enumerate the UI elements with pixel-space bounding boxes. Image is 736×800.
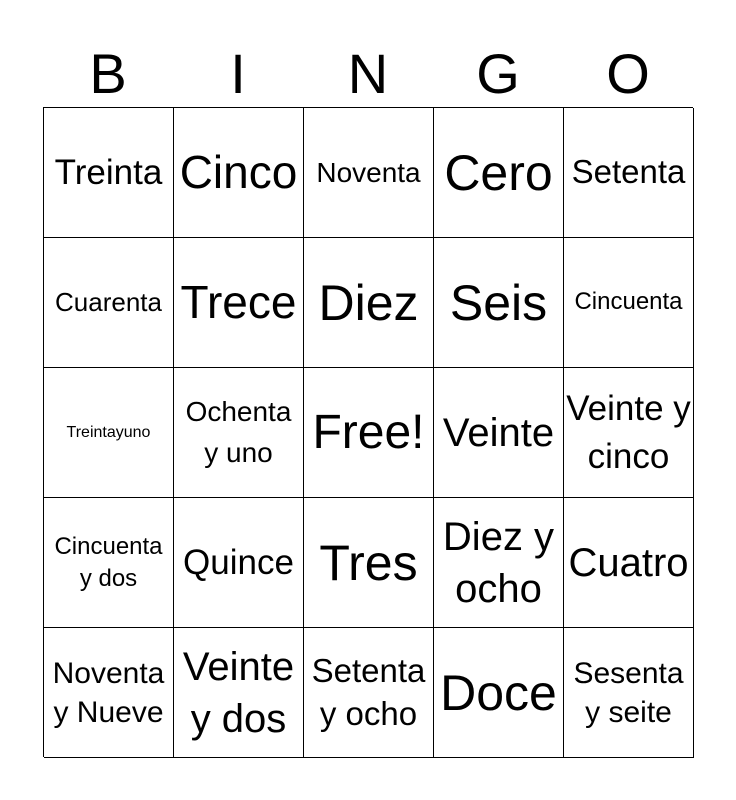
- cell-label: Ochenta y uno: [185, 395, 292, 468]
- cell-label: Treinta: [54, 152, 163, 192]
- bingo-cell[interactable]: [44, 368, 174, 498]
- bingo-card-grid: [43, 107, 693, 757]
- bingo-cell[interactable]: [44, 108, 174, 238]
- cell-label: Veinte y cinco: [566, 389, 691, 476]
- bingo-cell[interactable]: [434, 238, 564, 368]
- bingo-cell[interactable]: [174, 628, 304, 758]
- bingo-cell[interactable]: [564, 238, 694, 368]
- bingo-cell[interactable]: [304, 238, 434, 368]
- cell-label: Tres: [319, 534, 418, 591]
- bingo-cell[interactable]: [564, 368, 694, 498]
- bingo-cell[interactable]: [304, 108, 434, 238]
- cell-label: Setenta y ocho: [311, 651, 426, 732]
- cell-label: Cuatro: [568, 540, 689, 585]
- bingo-cell[interactable]: [434, 498, 564, 628]
- bingo-cell[interactable]: [174, 498, 304, 628]
- bingo-cell[interactable]: [564, 108, 694, 238]
- header-letter-n: N: [347, 42, 389, 105]
- bingo-cell[interactable]: [174, 368, 304, 498]
- cell-label: Sesenta y seite: [573, 656, 684, 729]
- bingo-cell[interactable]: [564, 498, 694, 628]
- bingo-cell[interactable]: [564, 628, 694, 758]
- cell-label: Noventa y Nueve: [52, 656, 165, 729]
- header-letter-i: I: [230, 42, 246, 105]
- bingo-cell[interactable]: [434, 368, 564, 498]
- cell-label: Free!: [312, 405, 425, 459]
- cell-label: Cincuenta y dos: [54, 533, 163, 592]
- cell-label: Veinte: [442, 410, 555, 455]
- header-letter-o: O: [606, 42, 650, 105]
- bingo-cell[interactable]: [174, 238, 304, 368]
- bingo-cell[interactable]: [304, 368, 434, 498]
- cell-label: Quince: [183, 542, 294, 582]
- header-letter-b: B: [89, 42, 127, 105]
- header-letter-g: G: [476, 42, 520, 105]
- cell-label: Diez: [318, 274, 419, 331]
- bingo-cell[interactable]: [304, 498, 434, 628]
- bingo-cell[interactable]: [434, 628, 564, 758]
- bingo-header: [43, 42, 693, 106]
- cell-label: Cinco: [179, 145, 298, 198]
- bingo-cell[interactable]: [44, 628, 174, 758]
- cell-label: Veinte y dos: [182, 644, 295, 741]
- bingo-cell[interactable]: [434, 108, 564, 238]
- cell-label: Doce: [440, 664, 557, 721]
- cell-label: Noventa: [316, 156, 421, 188]
- cell-label: Cero: [444, 144, 553, 201]
- cell-label: Treintayuno: [66, 423, 151, 441]
- bingo-cell[interactable]: [44, 238, 174, 368]
- bingo-cell[interactable]: [174, 108, 304, 238]
- bingo-cell[interactable]: [44, 498, 174, 628]
- cell-label: Setenta: [571, 153, 686, 191]
- bingo-cell[interactable]: [304, 628, 434, 758]
- cell-label: Cincuenta: [574, 288, 683, 316]
- cell-label: Trece: [180, 275, 297, 328]
- cell-label: Seis: [449, 274, 548, 331]
- cell-label: Diez y ocho: [442, 514, 555, 611]
- cell-label: Cuarenta: [55, 286, 162, 317]
